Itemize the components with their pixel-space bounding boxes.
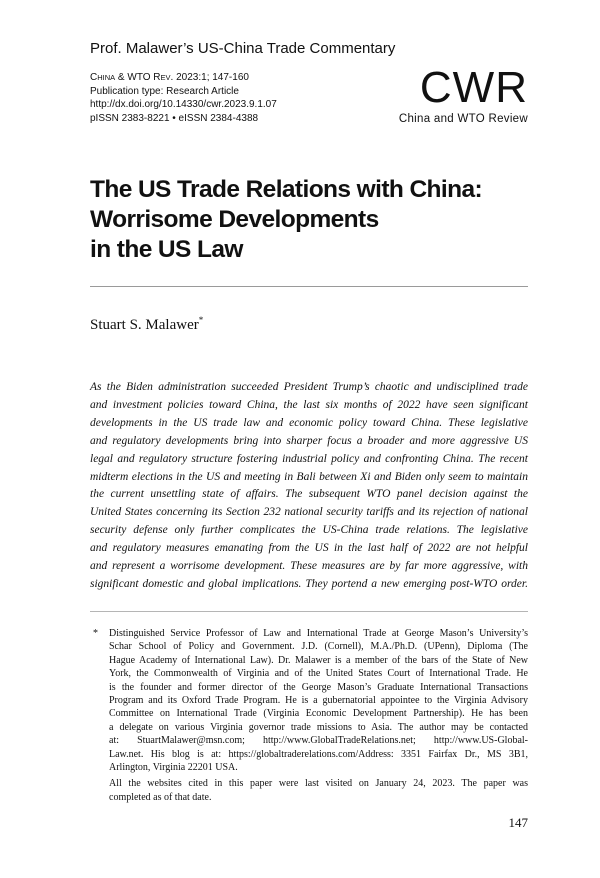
footnote-line: Schar School of Policy and Government. J.D. (Cornell), M.A./Ph.D. (UPenn), Diploma (The <box>109 641 528 653</box>
abstract-line: midterm elections in the US and meeting in Bali between Xi and Biden only seem to maintain <box>90 470 528 483</box>
logo-subtitle: China and WTO Review <box>398 113 528 125</box>
running-head: Prof. Malawer’s US-China Trade Commentary <box>90 40 396 57</box>
publication-type: Publication type: Research Article <box>90 85 239 97</box>
footnote-line: Committee on International Trade (Virginia Economic Development Partnership). He has been <box>109 708 528 720</box>
footnote-websites-note <box>109 777 528 804</box>
footnote-line: is the founder and former director of the George Mason’s Graduate International Transactions <box>109 681 528 693</box>
abstract-line: and regulatory developments bring into sharper focus a broader and more aggressive US <box>90 434 528 447</box>
abstract-line: United States concerning its Section 232 national security tariffs and its rejection of national <box>90 506 528 519</box>
doi-link[interactable]: http://dx.doi.org/10.14330/cwr.2023.9.1.07 <box>90 99 277 110</box>
footnote-line: Arlington, Virginia 22201 USA. <box>109 762 238 774</box>
abstract-line: and investment policies toward China, the last six months of 2022 have seen significant <box>90 398 528 411</box>
title-divider <box>90 286 528 287</box>
footnote-line: Law.net. His blog is at: https://globaltraderelations.com/Address: 3351 Fairfax Dr., MS 3B1, <box>109 748 528 760</box>
abstract-line: and represent a worrisome development. These measures are by far more aggressive, with <box>90 560 528 573</box>
title-line: The US Trade Relations with China: <box>90 176 483 203</box>
abstract-line: legal and regulatory structure fostering industrial policy and confronting China. The recent <box>90 452 528 465</box>
footnote-body <box>109 627 528 804</box>
abstract <box>90 379 528 594</box>
footnote-divider <box>90 611 528 612</box>
author-footnote-mark[interactable]: * <box>198 315 204 325</box>
title-line: Worrisome Developments <box>90 206 379 233</box>
journal-logo <box>388 63 528 125</box>
abstract-line: and regulatory measures emanating from the US in the last half of 2022 are not helpful <box>90 542 528 555</box>
footnote-line: Program and its Oxford Trade Program. He is a gubernatorial appointee to the Virginia Advisory <box>109 695 528 707</box>
abstract-line: developments in the US trade law and economic policy toward China. These legislative <box>90 416 528 429</box>
page-number: 147 <box>508 815 528 830</box>
abstract-line: security defense only further complicates the US-China trade relations. The legislative <box>90 524 528 537</box>
footnote-line: Hague Academy of International Law). Dr. Malawer is a member of the bars of the State of New <box>109 654 528 666</box>
footnote-line: York, the Commonwealth of Virginia and of the United States Court of International Trade. He <box>109 668 528 680</box>
abstract-line: the current unsettling state of affairs. The subsequent WTO panel decision against the <box>90 488 528 501</box>
footnote-line: at: StuartMalawer@msn.com; http://www.GlobalTradeRelations.net; http://www.US-Global- <box>109 735 528 747</box>
author-byline <box>90 315 203 334</box>
article-metadata <box>90 71 277 125</box>
journal-citation: CHINA & WTO REV. 2023:1; 147-160 <box>90 72 249 83</box>
footnote-line: Distinguished Service Professor of Law and International Trade at George Mason’s University’s <box>109 628 528 639</box>
issn: pISSN 2383-8221 • eISSN 2384-4388 <box>90 112 259 124</box>
logo-letters: CWR <box>419 63 528 112</box>
title-line: in the US Law <box>90 236 243 263</box>
footnote-mark: * <box>93 628 98 639</box>
abstract-line: As the Biden administration succeeded President Trump’s chaotic and undisciplined trade <box>90 381 528 393</box>
abstract-line: significant domestic and global implications. They portend a new emerging post-WTO order. <box>90 577 528 590</box>
footnote-line: completed as of that date. <box>109 791 212 803</box>
footnote-line: All the websites cited in this paper were last visited on January 24, 2023. The paper was <box>109 778 528 790</box>
author-footnote <box>90 627 528 804</box>
article-title <box>90 175 530 265</box>
footnote-line: a delegate on various Virginia governor trade missions to Asia. The author may be contacted <box>109 721 528 733</box>
author-name: Stuart S. Malawer <box>90 317 199 333</box>
